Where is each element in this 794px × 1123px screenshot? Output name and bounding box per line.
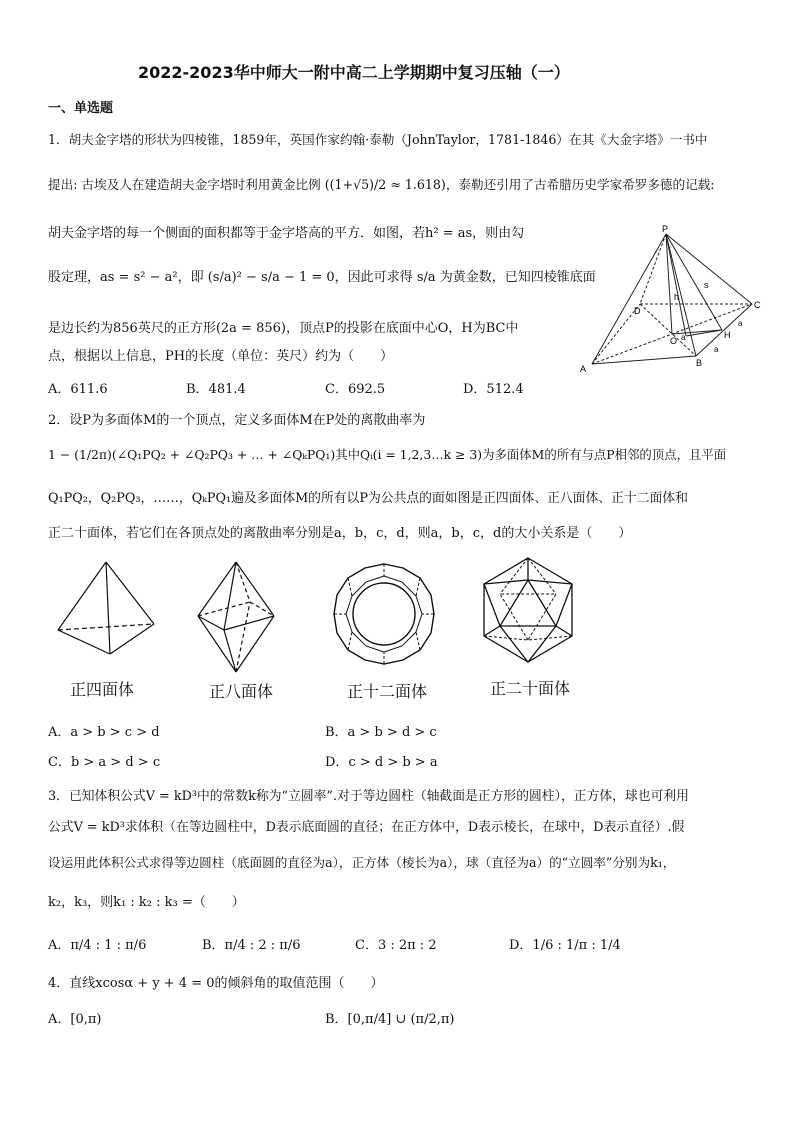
label-a-inner: a [681, 333, 686, 342]
q3-option-d[interactable]: D．1/6 : 1/π : 1/4 [509, 938, 621, 953]
q4-option-a[interactable]: A．[0,π) [48, 1012, 102, 1027]
q2-option-b[interactable]: B．a > b > d > c [325, 725, 437, 740]
caption-tetrahedron: 正四面体 [70, 680, 135, 699]
q4-option-b[interactable]: B．[0,π/4] ∪ (π/2,π) [325, 1012, 455, 1027]
page-title: 2022-2023华中师大一附中高二上学期期中复习压轴（一） [138, 63, 570, 82]
q1-option-b[interactable]: B．481.4 [186, 382, 246, 397]
q1-line-6: 点，根据以上信息，PH的长度（单位：英尺）约为（ ） [48, 349, 394, 364]
label-O: O [670, 336, 678, 346]
caption-dodecahedron: 正十二面体 [347, 682, 428, 701]
caption-icosahedron: 正二十面体 [490, 679, 571, 698]
label-D: D [634, 306, 641, 316]
label-A: A [580, 364, 587, 374]
q2-line-4: 正二十面体，若它们在各顶点处的离散曲率分别是a，b，c，d，则a，b，c，d的大小关系是（ ） [48, 526, 632, 541]
q1-line-5: 是边长约为856英尺的正方形(2a = 856)，顶点P的投影在底面中心O，H为BC中 [48, 321, 519, 336]
q1-option-d[interactable]: D．512.4 [463, 382, 524, 397]
q1-line-4: 股定理，as = s² − a²，即 (s/a)² − s/a − 1 = 0，因此可求得 s/a 为黄金数，已知四棱锥底面 [48, 270, 596, 285]
q1-option-a[interactable]: A．611.6 [48, 382, 108, 397]
q2-option-a[interactable]: A．a > b > c > d [48, 725, 160, 740]
q2-line-3: Q₁PQ₂，Q₂PQ₃，……，QₖPQ₁遍及多面体M的所有以P为公共点的面如图是正四面体、正八面体、正十二面体和 [48, 491, 688, 506]
q1-option-c[interactable]: C．692.5 [325, 382, 386, 397]
dodecahedron-figure [332, 562, 436, 666]
q2-option-c[interactable]: C．b > a > d > c [48, 755, 161, 770]
q3-line-3: 设运用此体积公式求得等边圆柱（底面圆的直径为a），正方体（棱长为a），球（直径为a）的“立圆率”分别为k₁， [48, 855, 676, 870]
label-H: H [724, 330, 731, 340]
q1-line-1: 1．胡夫金字塔的形状为四棱锥，1859年，英国作家约翰·泰勒（JohnTaylor，1781-1846）在其《大金字塔》一书中 [48, 132, 708, 147]
q3-option-a[interactable]: A．π/4 : 1 : π/6 [48, 938, 147, 953]
caption-octahedron: 正八面体 [209, 682, 274, 701]
label-a-right: a [738, 319, 743, 328]
q3-option-c[interactable]: C．3 : 2π : 2 [355, 938, 437, 953]
label-h: h [674, 292, 680, 302]
section-heading: 一、单选题 [48, 101, 114, 116]
q2-line-2: 1 − (1/2π)(∠Q₁PQ₂ + ∠Q₂PQ₃ + … + ∠QₖPQ₁)其中Qᵢ(i = 1,2,3…k ≥ 3)为多面体M的所有与点P相邻的顶点，且平面 [48, 447, 727, 462]
q3-line-4: k₂，k₃，则k₁ : k₂ : k₃ =（ ） [48, 895, 245, 910]
q1-line-2: 提出: 古埃及人在建造胡夫金字塔时利用黄金比例 ((1+√5)/2 ≈ 1.618)，泰勒还引用了古希腊历史学家希罗多德的记载: [48, 177, 715, 192]
q2-option-d[interactable]: D．c > d > b > a [325, 755, 438, 770]
pyramid-figure [576, 222, 772, 378]
label-C: C [754, 300, 761, 310]
q3-option-b[interactable]: B．π/4 : 2 : π/6 [202, 938, 301, 953]
q3-line-2: 公式V = kD³求体积（在等边圆柱中，D表示底面圆的直径；在正方体中，D表示棱长，在球中，D表示直径）.假 [48, 820, 685, 835]
q4-line-1: 4．直线xcosα + y + 4 = 0的倾斜角的取值范围（ ） [48, 976, 384, 991]
octahedron-figure [194, 560, 278, 674]
label-P: P [662, 224, 669, 234]
icosahedron-figure [476, 556, 580, 664]
q1-line-3: 胡夫金字塔的每一个侧面的面积都等于金字塔高的平方．如图，若h² = as，则由勾 [48, 226, 525, 241]
label-B: B [696, 358, 703, 368]
label-a-lower: a [714, 345, 719, 354]
q2-line-1: 2．设P为多面体M的一个顶点，定义多面体M在P处的离散曲率为 [48, 413, 426, 428]
q3-line-1: 3．已知体积公式V = kD³中的常数k称为“立圆率”.对于等边圆柱（轴截面是正方形的圆柱），正方体，球也可利用 [48, 789, 689, 804]
label-s: s [704, 280, 709, 290]
tetrahedron-figure [54, 558, 158, 670]
